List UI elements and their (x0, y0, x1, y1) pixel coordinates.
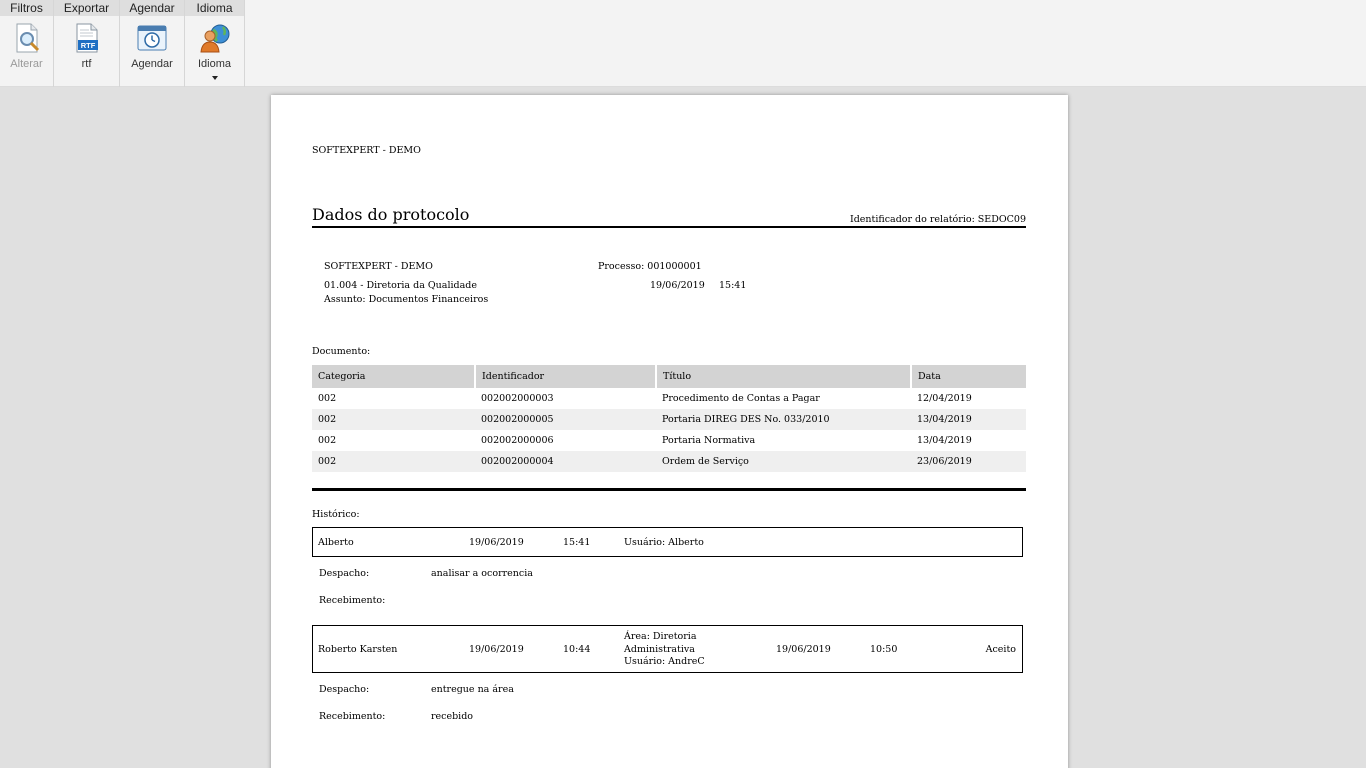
idioma-button[interactable] (185, 22, 244, 80)
rtf-button[interactable] (54, 22, 119, 70)
rtf-file-icon (71, 22, 103, 54)
history-1-name: Alberto (318, 537, 354, 548)
history-2-area-line1: Área: Diretoria (624, 631, 697, 642)
history-2-despacho-label: Despacho: (319, 684, 370, 695)
history-2-status: Aceito (985, 644, 1016, 655)
col-header-identificador: Identificador (475, 365, 656, 388)
cell-data: 23/06/2019 (911, 451, 1026, 472)
report-page (271, 95, 1068, 768)
history-2-area-line2: Administrativa (624, 644, 695, 655)
alterar-button[interactable] (0, 22, 53, 70)
group-exportar (54, 0, 120, 87)
info-subject: Assunto: Documentos Financeiros (324, 294, 489, 305)
documents-table-header (312, 365, 1026, 388)
info-date: 19/06/2019 (650, 280, 705, 291)
history-1-despacho-label: Despacho: (319, 568, 370, 579)
table-row (312, 451, 1026, 472)
table-row (312, 388, 1026, 409)
alterar-label: Alterar (10, 58, 43, 70)
cell-titulo: Portaria DIREG DES No. 033/2010 (656, 409, 911, 430)
idioma-label: Idioma (197, 58, 232, 70)
cell-identificador: 002002000004 (475, 451, 656, 472)
history-1-time: 15:41 (563, 537, 591, 548)
history-2-recebimento: recebido (431, 711, 474, 722)
toolbar (0, 0, 1366, 87)
history-2-date2: 19/06/2019 (776, 644, 831, 655)
language-globe-person-icon (199, 22, 231, 54)
cell-titulo: Procedimento de Contas a Pagar (662, 393, 820, 404)
cell-data: 12/04/2019 (917, 393, 972, 404)
cell-data: 13/04/2019 (917, 435, 972, 446)
rtf-label: rtf (81, 58, 92, 70)
cell-identificador: 002002000003 (481, 393, 554, 404)
col-header-titulo: Título (656, 365, 911, 388)
rtf-badge: RTF (80, 41, 95, 50)
history-1-recebimento-label: Recebimento: (319, 595, 386, 606)
history-2-name: Roberto Karsten (318, 644, 398, 655)
info-company: SOFTEXPERT - DEMO (324, 261, 433, 272)
group-idioma (185, 0, 245, 87)
dropdown-caret-icon[interactable] (212, 76, 218, 80)
cell-identificador: 002002000005 (475, 409, 656, 430)
schedule-clock-icon (136, 22, 168, 54)
group-title-idioma: Idioma (185, 0, 244, 16)
history-1-despacho: analisar a ocorrencia (431, 568, 533, 579)
cell-categoria: 002 (318, 393, 337, 404)
title-rule (312, 226, 1026, 228)
history-entry-1 (312, 527, 1023, 557)
history-2-user: Usuário: AndreC (624, 656, 705, 667)
history-2-recebimento-label: Recebimento: (319, 711, 386, 722)
history-1-date: 19/06/2019 (469, 537, 524, 548)
group-title-filtros: Filtros (0, 0, 53, 16)
history-2-time: 10:44 (563, 644, 591, 655)
col-header-categoria: Categoria (312, 365, 475, 388)
documents-table (312, 365, 1026, 472)
group-filtros (0, 0, 54, 87)
history-2-date: 19/06/2019 (469, 644, 524, 655)
history-label: Histórico: (312, 509, 360, 520)
cell-categoria: 002 (312, 451, 475, 472)
history-1-user: Usuário: Alberto (624, 537, 704, 548)
cell-categoria: 002 (312, 409, 475, 430)
documents-label: Documento: (312, 346, 371, 357)
history-entry-2 (312, 625, 1023, 673)
search-document-icon (11, 22, 43, 54)
cell-titulo: Portaria Normativa (662, 435, 756, 446)
history-2-despacho: entregue na área (431, 684, 514, 695)
group-title-agendar: Agendar (120, 0, 184, 16)
cell-data: 13/04/2019 (911, 409, 1026, 430)
history-2-time2: 10:50 (870, 644, 898, 655)
section-rule (312, 488, 1026, 491)
group-agendar (120, 0, 185, 87)
info-process: Processo: 001000001 (598, 261, 702, 272)
agendar-button[interactable] (120, 22, 184, 70)
cell-identificador: 002002000006 (481, 435, 554, 446)
company-header: SOFTEXPERT - DEMO (312, 145, 421, 156)
report-identifier: Identificador do relatório: SEDOC09 (849, 214, 1026, 225)
info-department: 01.004 - Diretoria da Qualidade (324, 280, 477, 291)
col-header-data: Data (911, 365, 1026, 388)
cell-titulo: Ordem de Serviço (656, 451, 911, 472)
table-row (312, 430, 1026, 451)
table-row (312, 409, 1026, 430)
agendar-label: Agendar (131, 58, 173, 70)
info-time: 15:41 (719, 280, 747, 291)
report-title: Dados do protocolo (312, 205, 470, 224)
cell-categoria: 002 (318, 435, 337, 446)
group-title-exportar: Exportar (54, 0, 119, 16)
